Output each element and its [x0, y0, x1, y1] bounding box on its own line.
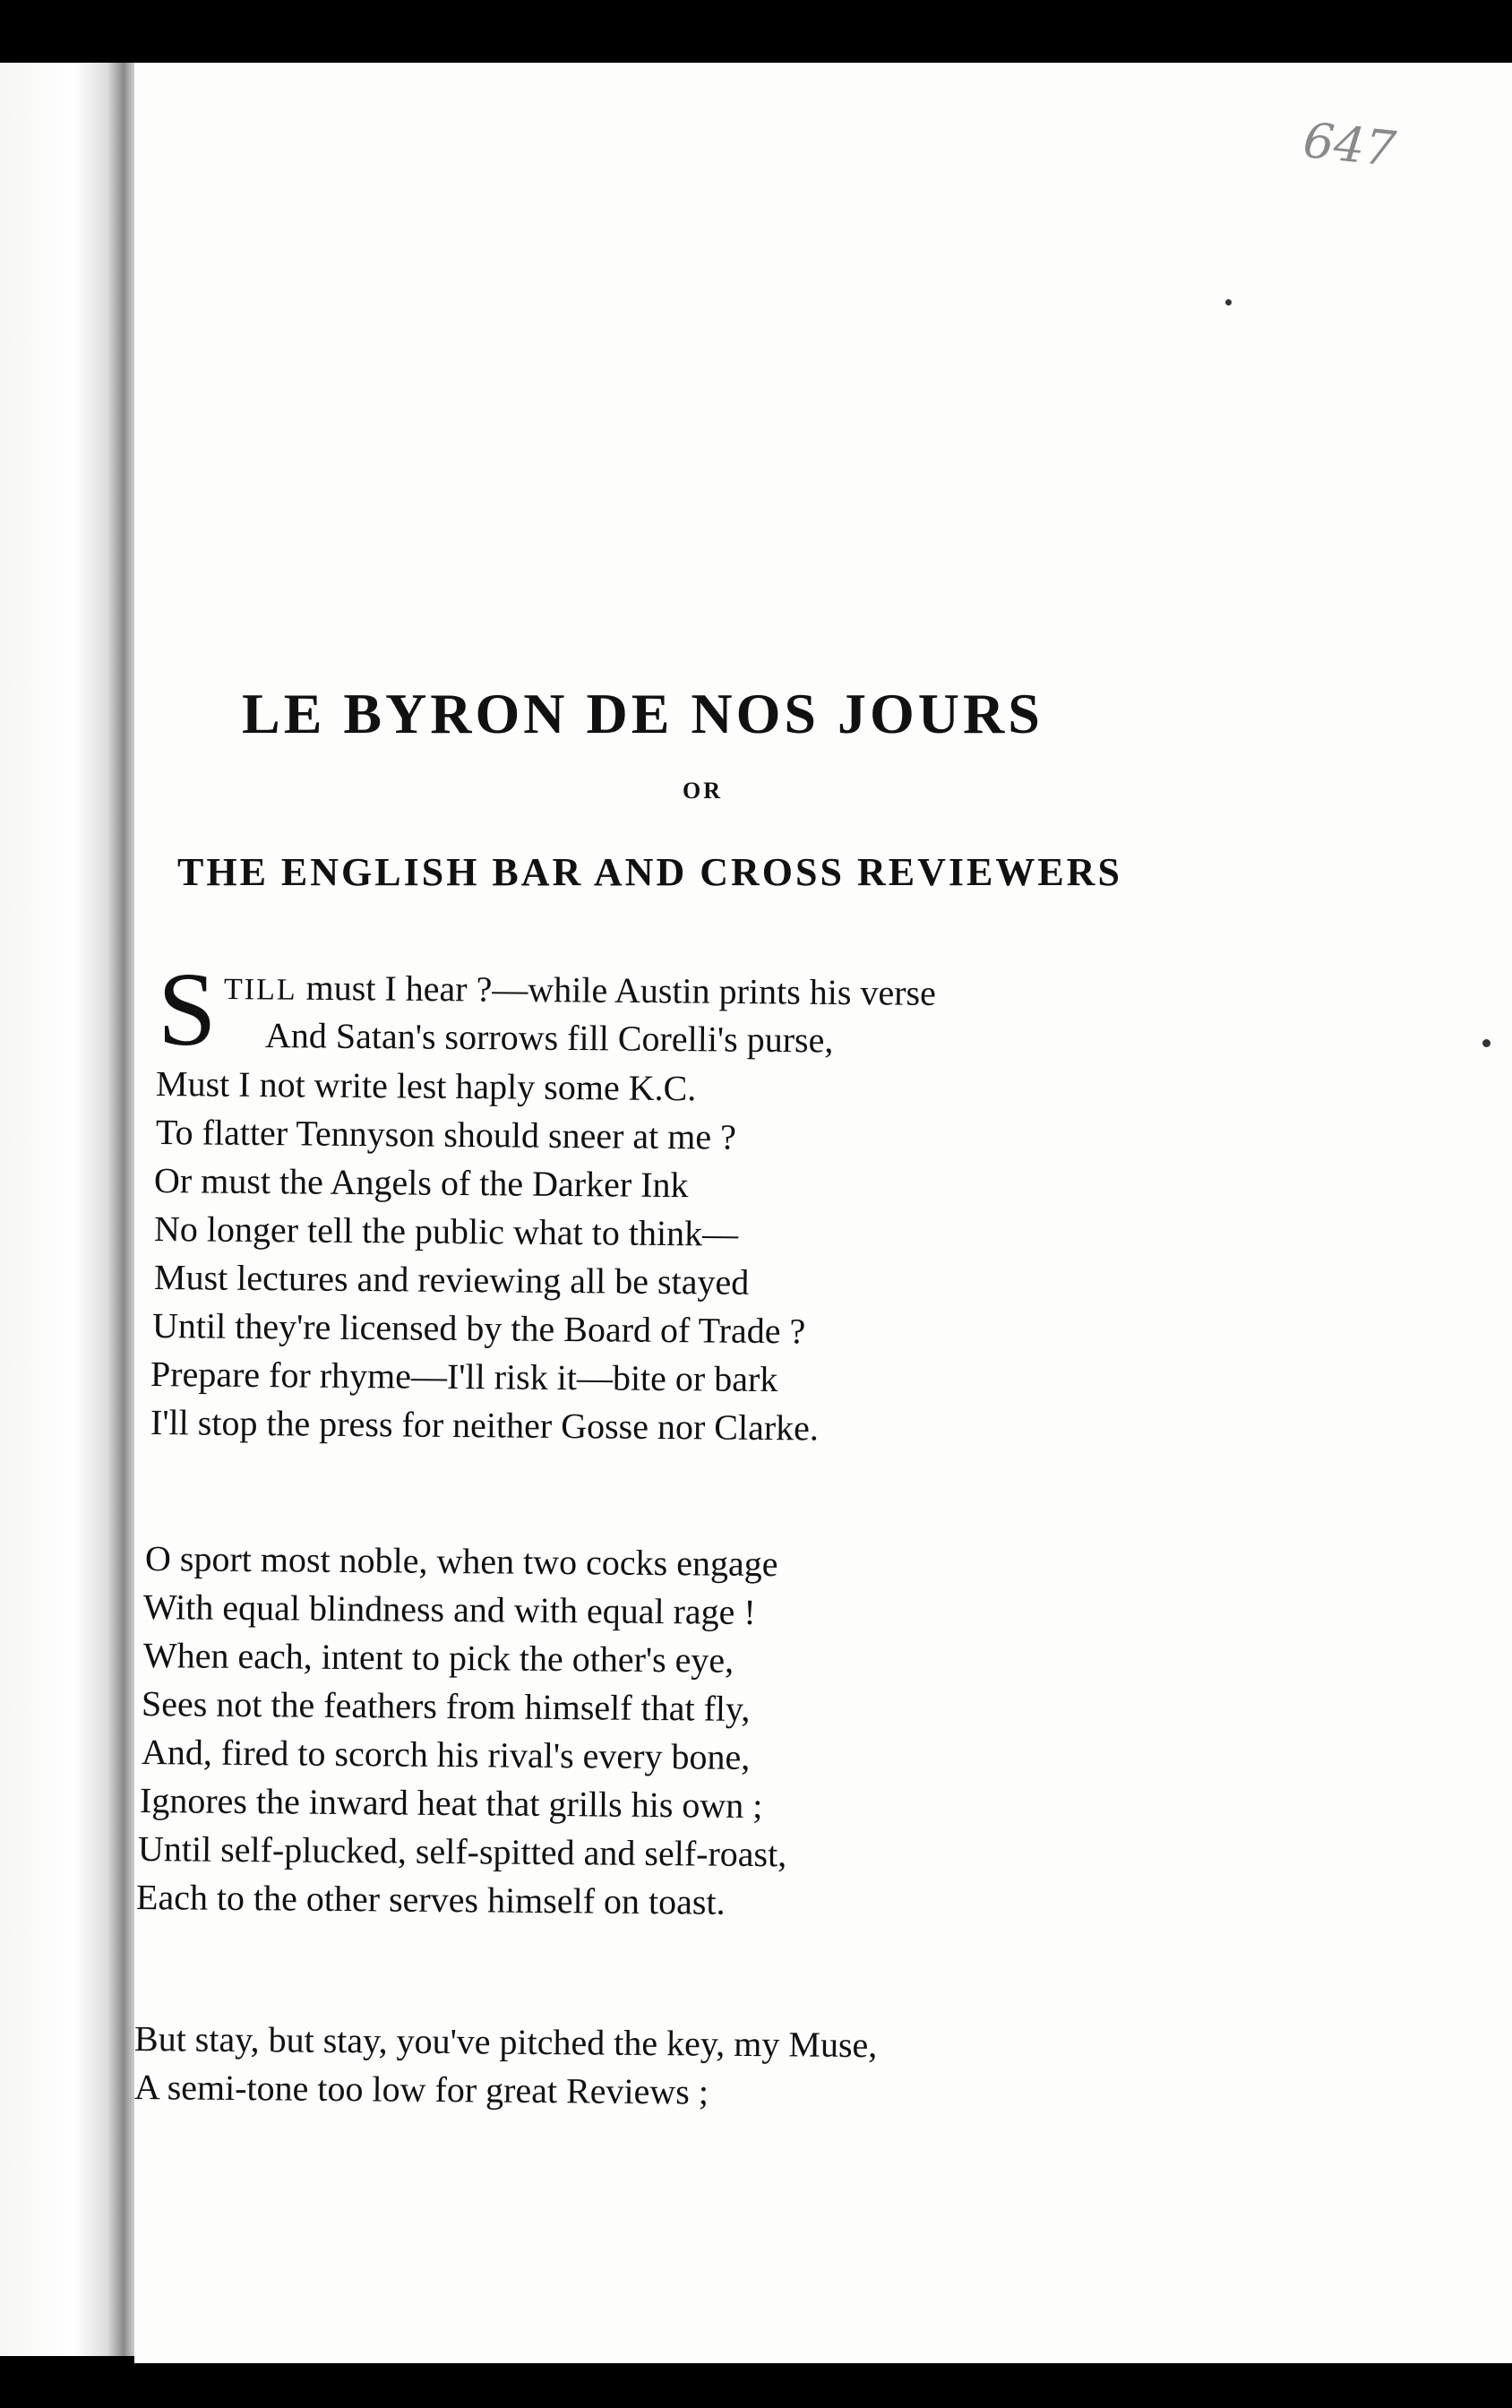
- verse-line: Must lectures and reviewing all be stayed: [153, 1257, 750, 1303]
- verse-line: And Satan's sorrows fill Corelli's purse,: [264, 1015, 834, 1061]
- verse-line: Until self-plucked, self-spitted and self-roast,: [137, 1828, 787, 1875]
- verse-line: With equal blindness and with equal rage !: [142, 1587, 756, 1632]
- poem-title: LE BYRON DE NOS JOURS: [242, 682, 1044, 745]
- folio-number: 647: [1300, 111, 1399, 178]
- verse-line: I'll stop the press for neither Gosse nor Clarke.: [150, 1402, 820, 1449]
- verse-line: And, fired to scorch his rival's every bone,: [141, 1732, 751, 1777]
- first-word-rest: TILL: [223, 973, 297, 1007]
- verse-line: Must I not write lest haply some K.C.: [155, 1063, 697, 1109]
- verse-line: O sport most noble, when two cocks engage: [144, 1538, 778, 1585]
- verse-line: Ignores the inward heat that grills his own ;: [139, 1780, 763, 1827]
- verse-line: When each, intent to pick the other's eye,: [142, 1635, 735, 1681]
- verse-line: To flatter Tennyson should sneer at me ?: [155, 1112, 737, 1157]
- verse-line: Sees not the feathers from himself that fly,: [141, 1683, 751, 1729]
- title-connector: OR: [683, 778, 723, 804]
- verse-line: But stay, but stay, you've pitched the key, my Muse,: [133, 2018, 878, 2066]
- facing-page-edge: [0, 63, 134, 2356]
- verse-line: A semi-tone too low for great Reviews ;: [133, 2067, 709, 2112]
- verse-line: Prepare for rhyme—I'll risk it—bite or bark: [150, 1354, 778, 1400]
- drop-cap: S: [158, 950, 217, 1068]
- verse-line-text: must I hear ?—while Austin prints his verse: [296, 967, 937, 1013]
- poem-subtitle: THE ENGLISH BAR AND CROSS REVIEWERS: [177, 850, 1122, 894]
- speck: [1482, 1039, 1491, 1047]
- verse-line: Each to the other serves himself on toast.: [135, 1877, 726, 1922]
- verse-line: Until they're licensed by the Board of Trade ?: [151, 1305, 806, 1352]
- verse-line: No longer tell the public what to think—: [153, 1208, 739, 1254]
- verse-line: [224, 969, 936, 1011]
- speck: [1225, 299, 1232, 305]
- verse-line: Or must the Angels of the Darker Ink: [153, 1160, 689, 1206]
